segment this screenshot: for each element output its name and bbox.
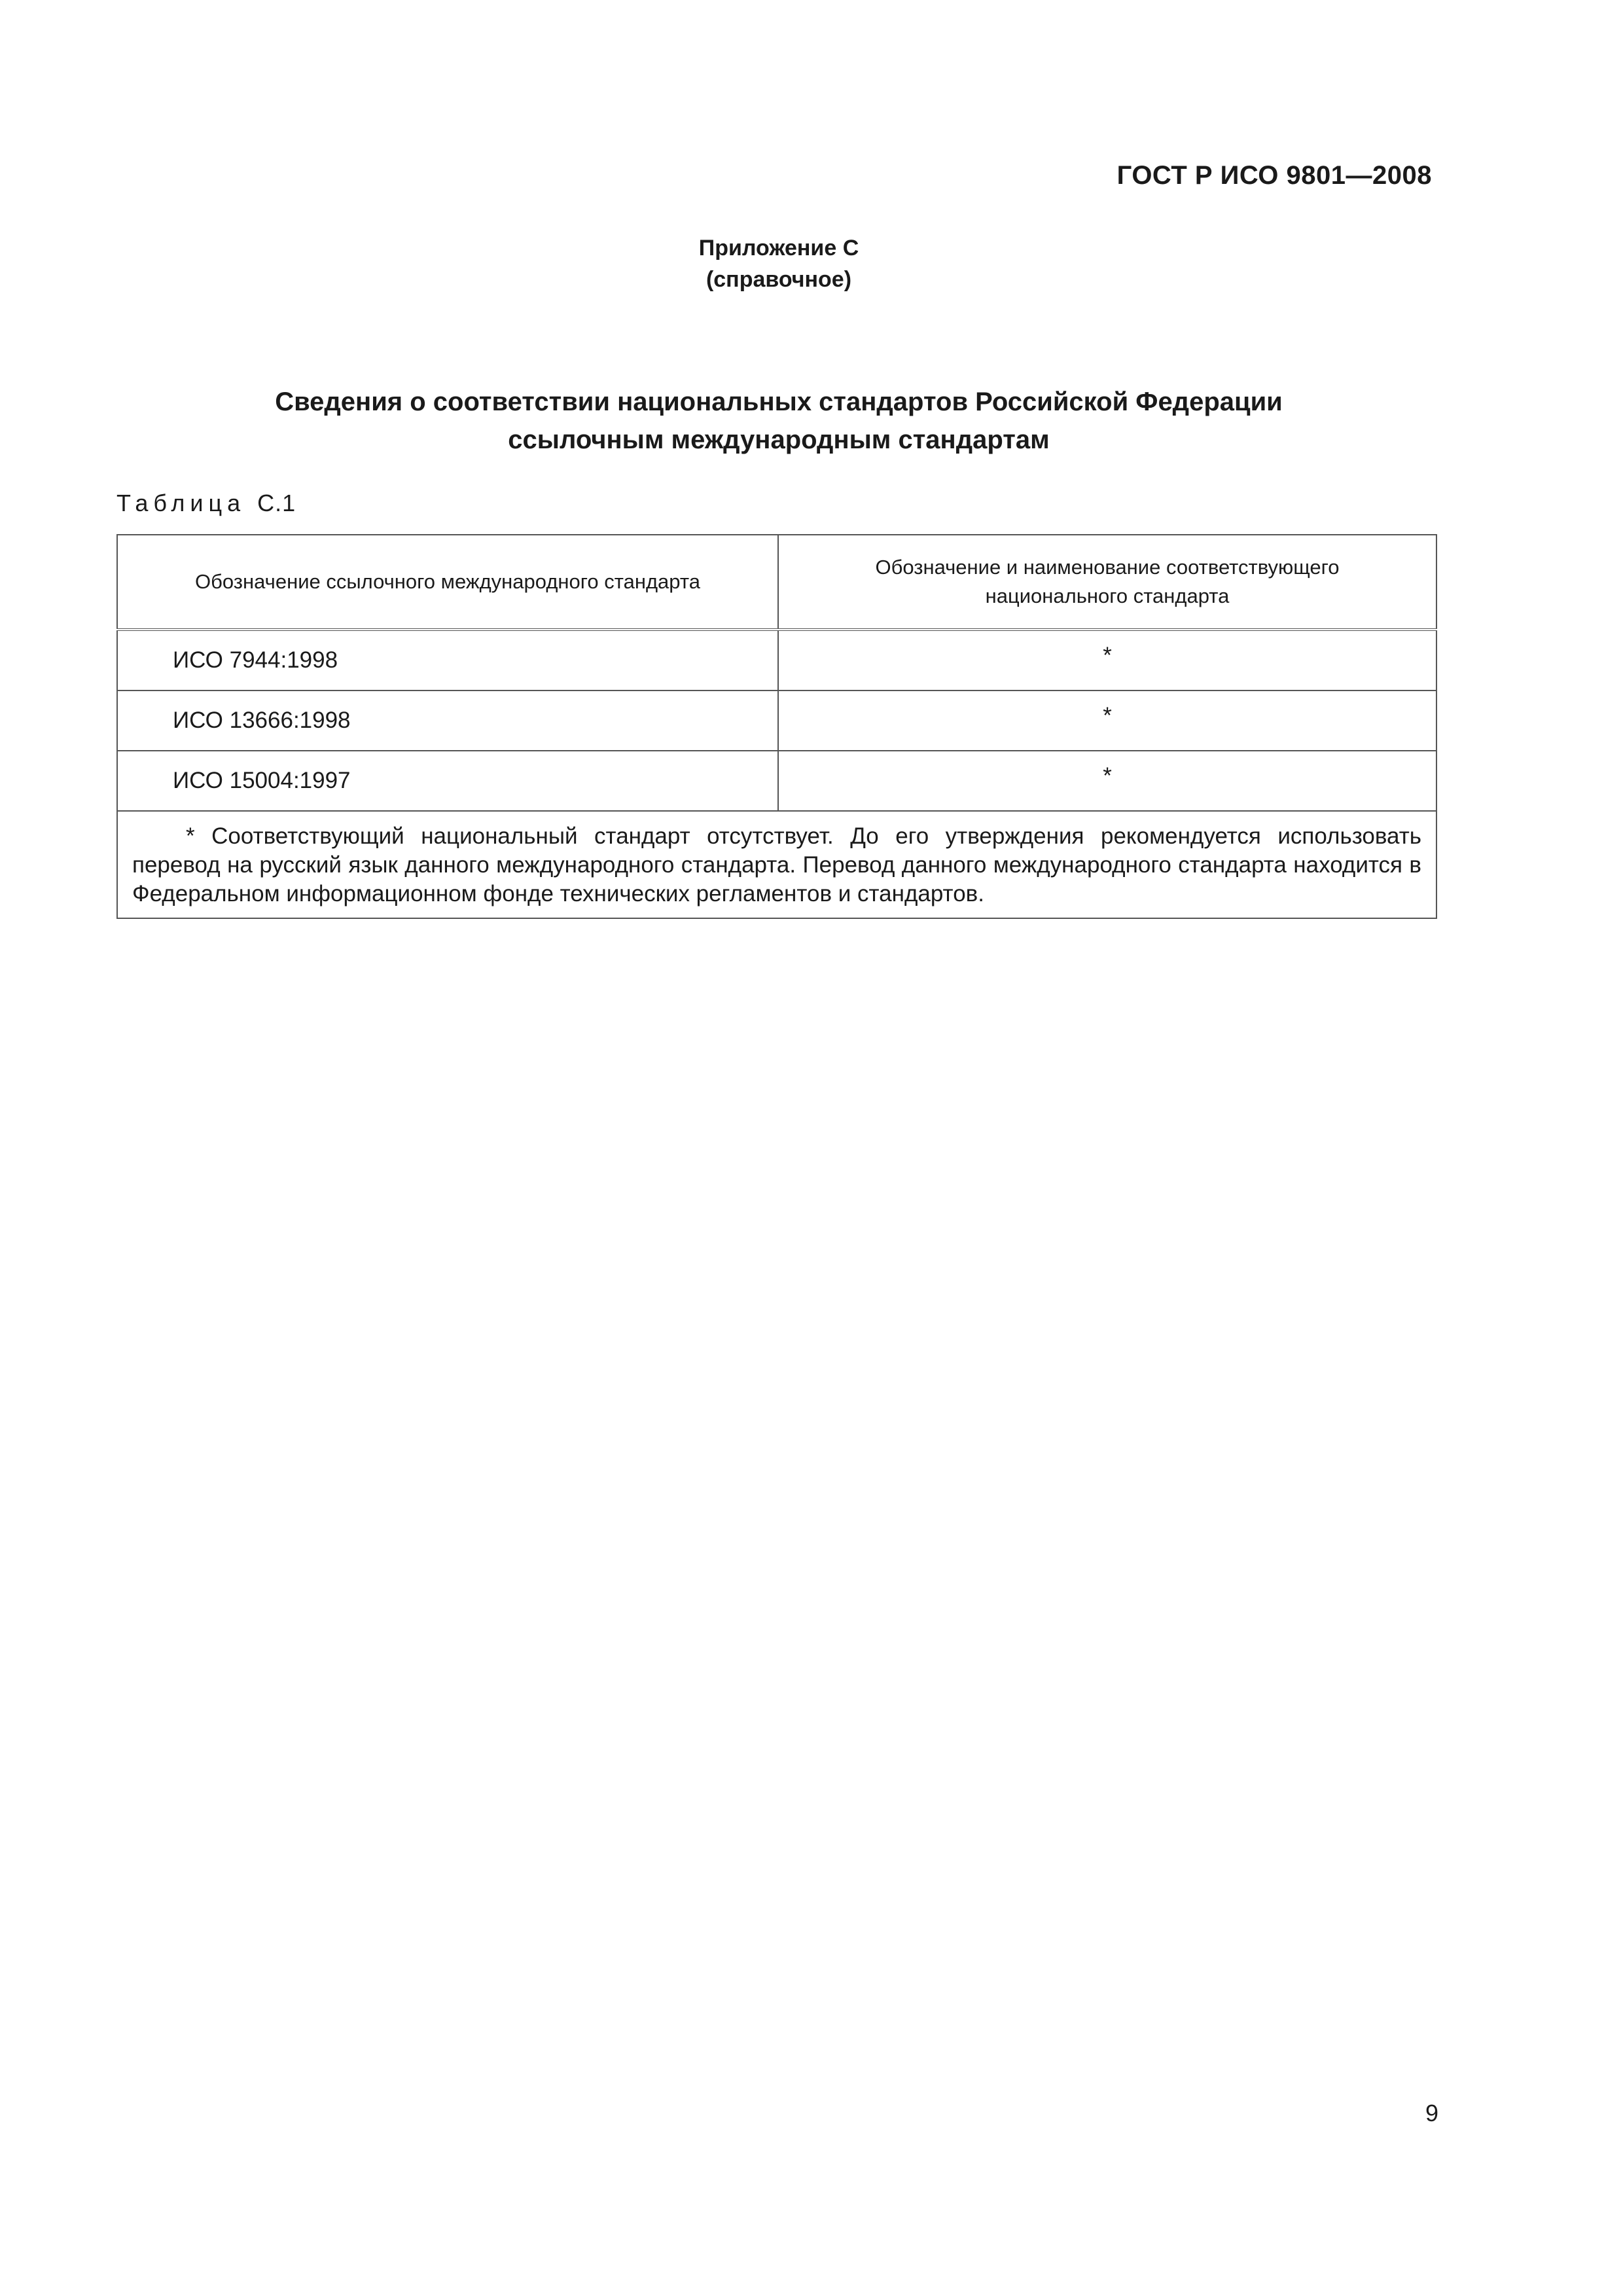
national-standard-cell: * <box>778 691 1436 751</box>
national-standard-cell: * <box>778 630 1436 691</box>
table-header-row <box>117 535 1436 630</box>
section-title <box>0 383 1558 459</box>
annex-heading <box>0 232 1558 295</box>
international-standard-cell: ИСО 15004:1997 <box>117 751 778 811</box>
table-caption <box>116 490 296 517</box>
international-standard-cell: ИСО 7944:1998 <box>117 630 778 691</box>
section-title-line-1: Сведения о соответствии национальных стандартов Российской Федерации <box>275 387 1283 416</box>
page-number: 9 <box>1425 2100 1438 2126</box>
table-footnote-row <box>117 811 1436 918</box>
table-row <box>117 691 1436 751</box>
column-header-international: Обозначение ссылочного международного стандарта <box>117 535 778 630</box>
column-header-national <box>778 535 1436 630</box>
document-code: ГОСТ Р ИСО 9801—2008 <box>1116 161 1432 190</box>
table-caption-number: С.1 <box>257 490 296 516</box>
table-footnote: * Соответствующий национальный стандарт отсутствует. До его утверждения рекомендуется использовать перевод на русский язык данного международного стандарта. Перевод данного международного стандарта находится в Федеральном информационном фонде технических регламентов и стандартов. <box>132 823 1421 906</box>
section-title-line-2: ссылочным международным стандартам <box>508 425 1050 454</box>
column-header-national-text: Обозначение и наименование соответствующего национального стандарта <box>875 556 1340 607</box>
national-standard-cell: * <box>778 751 1436 811</box>
table-footnote-cell <box>117 811 1436 918</box>
table-row <box>117 751 1436 811</box>
annex-title: Приложение С <box>698 236 859 260</box>
standards-correspondence-table <box>116 534 1437 919</box>
table-caption-label: Таблица <box>116 490 246 516</box>
annex-type: (справочное) <box>705 267 852 292</box>
table-row <box>117 630 1436 691</box>
international-standard-cell: ИСО 13666:1998 <box>117 691 778 751</box>
